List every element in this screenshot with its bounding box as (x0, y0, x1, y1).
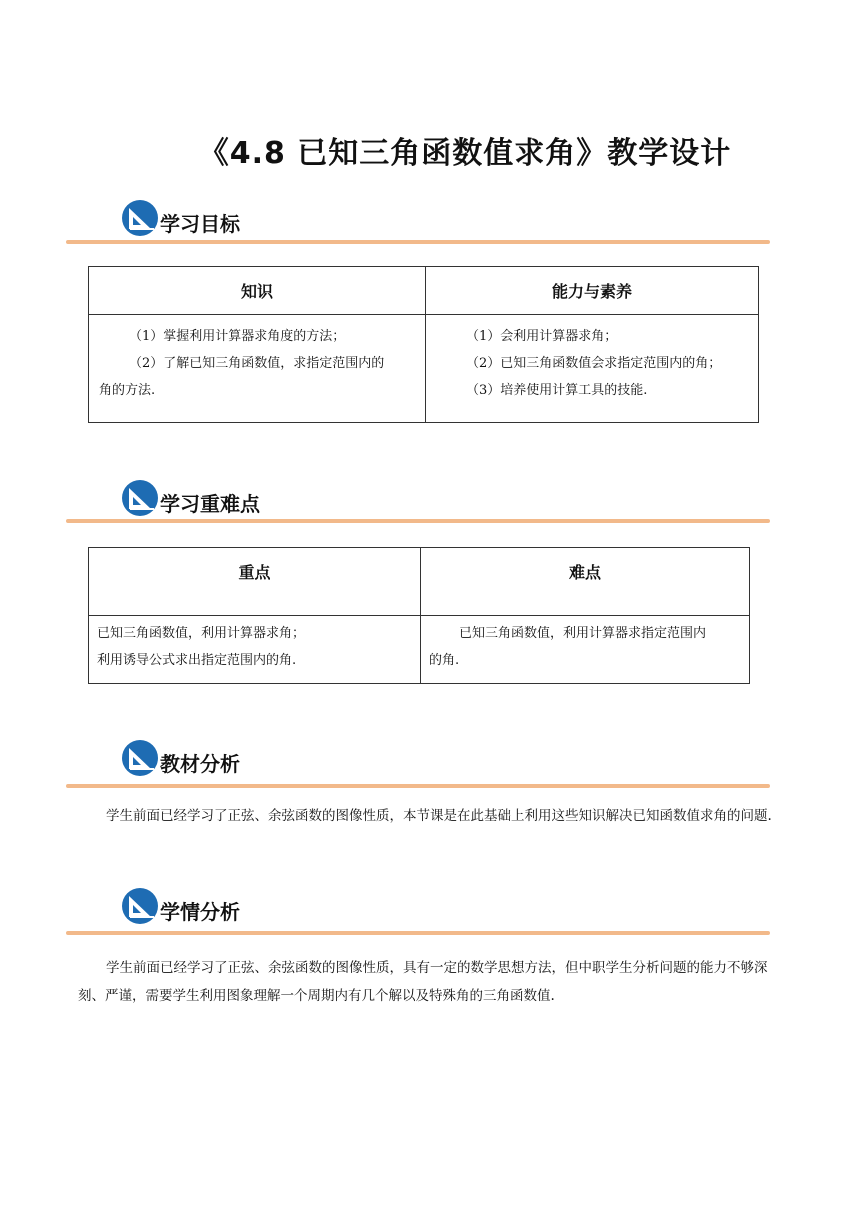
section-divider (66, 784, 770, 788)
set-square-icon (120, 198, 160, 238)
section-divider (66, 240, 770, 244)
list-item: 的角. (429, 653, 460, 668)
set-square-icon (120, 738, 160, 778)
set-square-icon (120, 478, 160, 518)
difficult-cell (421, 616, 750, 684)
list-item: （1）会利用计算器求角； (466, 329, 618, 344)
column-header-ability: 能力与素养 (426, 267, 759, 315)
document-title: 《4.8 已知三角函数值求角》教学设计 (198, 136, 732, 171)
column-header-knowledge: 知识 (89, 267, 426, 315)
list-item: 已知三角函数值，利用计算器求角； (97, 626, 306, 641)
section-divider (66, 931, 770, 935)
section-title: 教材分析 (160, 752, 240, 776)
list-item: （2）已知三角函数值会求指定范围内的角； (466, 356, 722, 371)
students-paragraph: 学生前面已经学习了正弦、余弦函数的图像性质，具有一定的数学思想方法，但中职学生分析问题的能力不够深刻、严谨，需要学生利用图象理解一个周期内有几个解以及特殊角的三角函数值. (78, 960, 768, 1004)
knowledge-cell (89, 315, 426, 423)
set-square-icon (120, 886, 160, 926)
column-header-key: 重点 (89, 548, 421, 616)
section-divider (66, 519, 770, 523)
key-points-table (88, 547, 750, 684)
ability-cell (426, 315, 759, 423)
goals-table (88, 266, 759, 423)
key-cell (89, 616, 421, 684)
list-item: 已知三角函数值，利用计算器求指定范围内 (459, 626, 707, 641)
section-title: 学情分析 (160, 900, 240, 924)
column-header-difficult: 难点 (421, 548, 750, 616)
list-item: 角的方法. (99, 383, 156, 398)
list-item: （1）掌握利用计算器求角度的方法； (129, 329, 346, 344)
list-item: （2）了解已知三角函数值，求指定范围内的 (129, 356, 385, 371)
material-paragraph: 学生前面已经学习了正弦、余弦函数的图像性质，本节课是在此基础上利用这些知识解决已知函数值求角的问题. (106, 808, 772, 824)
section-title: 学习重难点 (160, 492, 260, 516)
list-item: （3）培养使用计算工具的技能. (466, 383, 648, 398)
section-title: 学习目标 (160, 212, 240, 236)
list-item: 利用诱导公式求出指定范围内的角. (97, 653, 297, 668)
